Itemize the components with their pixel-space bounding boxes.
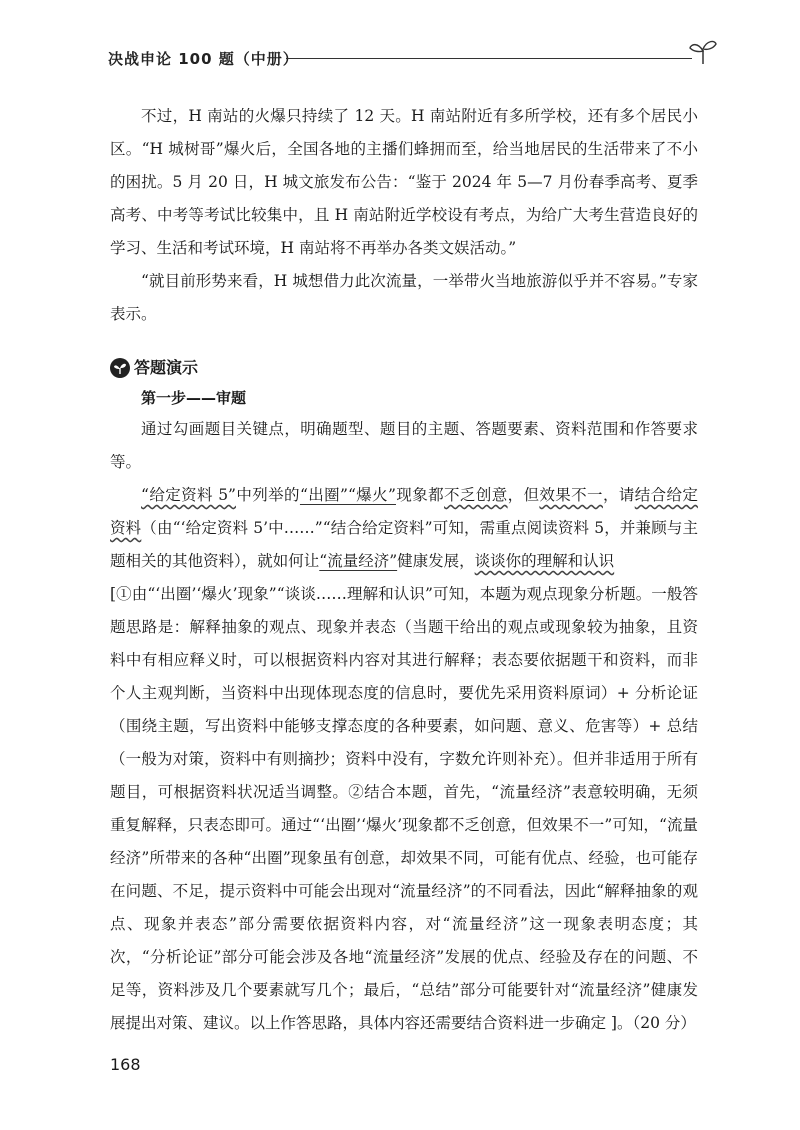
keyword-effect: 效果不一 [539,486,603,504]
header-rule [286,58,692,59]
keyword-phenomenon: “出圈”“爆火” [299,486,396,504]
step-heading: 第一步——审题 [141,389,247,407]
keyword-creative: 不乏创意 [444,486,508,504]
leaf-icon [110,358,130,378]
material-paragraph-1: 不过，H 南站的火爆只持续了 12 天。H 南站附近有多所学校，还有多个居民小区。“H 城树哥”爆火后，全国各地的主播们蜂拥而至，给当地居民的生活带来了不小的困扰。5 月 20 日，H 城文旅发布公告：“鉴于 2024 年 5—7 月份春季高考、夏季高考、中考等考试比较集中，且 H 南站附近学校设有考点，为给广大考生营造良好的学习、生活和考试环境，H 南站将不再举办各类文娱活动。” [110,107,698,257]
section-title: 答题演示 [134,358,199,377]
keyword-combine: 结合给定资料 [110,486,698,537]
keyword-requirement: 谈谈你的理解和认识 [474,552,615,570]
book-title: 决战申论 100 题（中册） [108,50,299,68]
section-heading [110,353,698,383]
keyword-flow-economy: “流量经济” [319,552,398,570]
page-content [110,100,698,1040]
material-paragraph-2: “就目前形势来看，H 城想借力此次流量，一举带火当地旅游似乎并不容易。”专家表示。 [110,272,698,323]
question-paragraph: “给定资料 5”中列举的“出圈”“爆火”现象都不乏创意，但效果不一，请结合给定资料（由“‘给定资料 5’中……”“结合给定资料”可知，需重点阅读资料 5，并兼顾与主题相关的其他资料），就如何让“流量经济”健康发展，谈谈你的理解和认识 [110,486,698,570]
body-paragraph-1: 通过勾画题目关键点，明确题型、题目的主题、答题要素、资料范围和作答要求等。 [110,420,698,471]
keyword-material: “给定资料 5” [141,486,236,504]
analysis-paragraph: [①由“‘出圈’‘爆火’现象”“谈谈……理解和认识”可知，本题为观点现象分析题。一般答题思路是：解释抽象的观点、现象并表态（当题干给出的观点或现象较为抽象，且资料中有相应释义时，可以根据资料内容对其进行解释；表态要依据题干和资料，而非个人主观判断，当资料中出现体现态度的信息时，要优先采用资料原词）+ 分析论证（围绕主题，写出资料中能够支撑态度的各种要素，如问题、意义、危害等）+ 总结（一般为对策，资料中有则摘抄；资料中没有，字数允许则补充）。但并非适用于所有题目，可根据资料状况适当调整。②结合本题，首先，“流量经济”表意较明确，无须重复解释，只表态即可。通过“‘出圈’‘爆火’现象都不乏创意，但效果不一”可知，“流量经济”所带来的各种“出圈”现象虽有创意，却效果不同，可能有优点、经验，也可能存在问题、不足，提示资料中可能会出现对“流量经济”的不同看法，因此“解释抽象的观点、现象并表态”部分需要依据资料内容，对“流量经济”这一现象表明态度；其次，“分析论证”部分可能会涉及各地“流量经济”发展的优点、经验及存在的问题、不足等，资料涉及几个要素就写几个；最后，“总结”部分可能要针对“流量经济”健康发展提出对策、建议。以上作答思路，具体内容还需要结合资料进一步确定 ]。（20 分） [110,585,698,1032]
running-header [108,44,718,78]
page-number: 168 [110,1055,141,1074]
sprout-icon [688,36,718,66]
